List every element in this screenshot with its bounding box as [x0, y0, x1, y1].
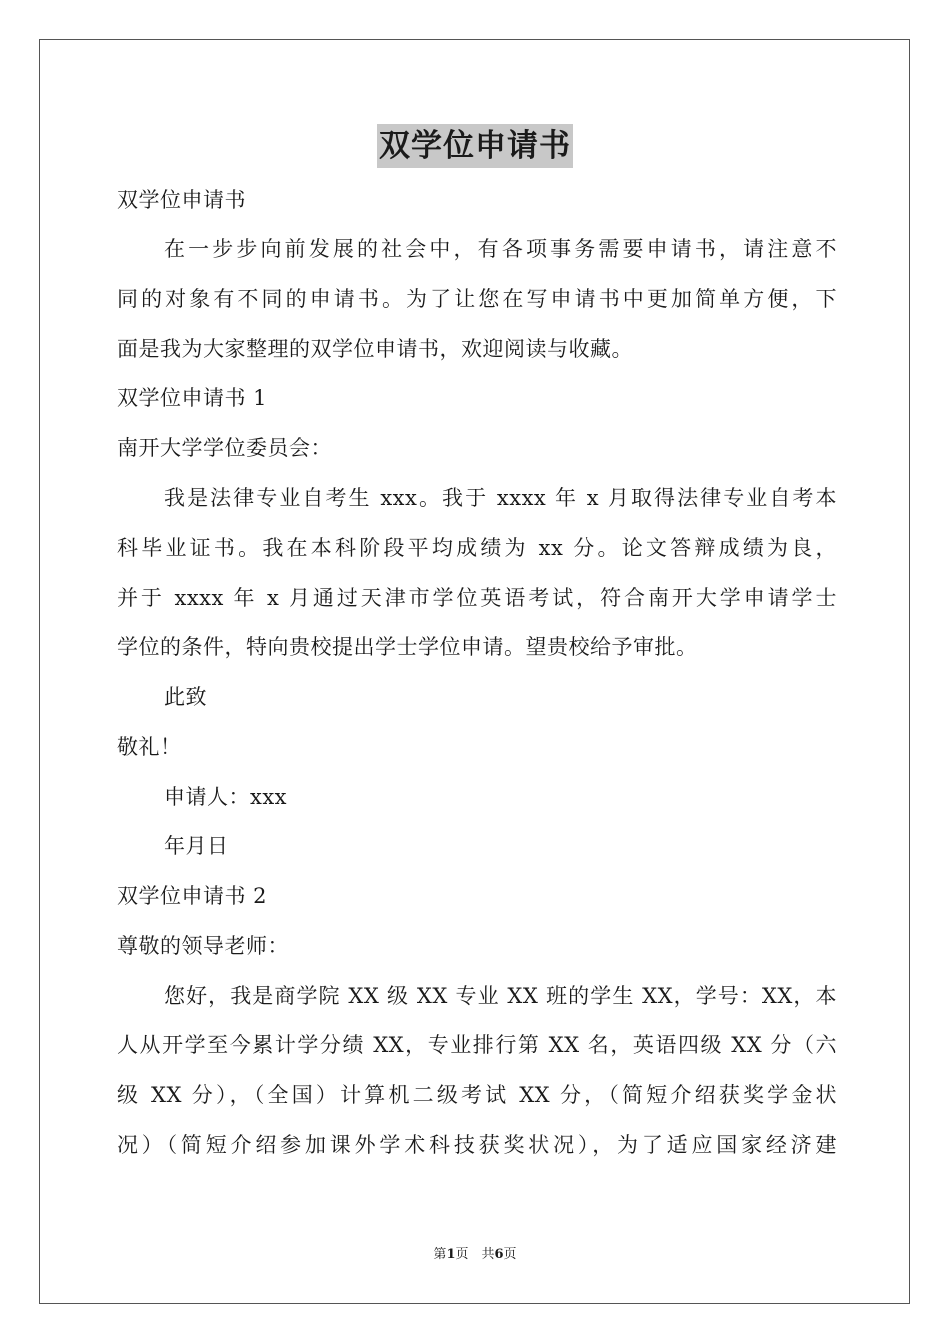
closing-line: 敬礼！: [117, 735, 182, 759]
section-heading-1: 双学位申请书 1: [117, 386, 268, 410]
footer-total-pages: 6: [494, 1247, 504, 1262]
paragraph-line: 您好，我是商学院 XX 级 XX 专业 XX 班的学生 XX，学号：XX，本: [164, 984, 837, 1008]
salutation-line: 尊敬的领导老师：: [117, 934, 289, 958]
paragraph-line: 级 XX 分），（全国）计算机二级考试 XX 分，（简短介绍获奖学金状: [117, 1083, 837, 1107]
footer-prefix: 第: [433, 1247, 447, 1262]
paragraph-line: 况）（简短介绍参加课外学术科技获奖状况），为了适应国家经济建: [117, 1133, 837, 1157]
date-line: 年月日: [164, 834, 229, 858]
document-title: 双学位申请书: [377, 124, 573, 168]
footer-suffix: 页: [503, 1247, 517, 1262]
footer-current-page: 1: [446, 1247, 456, 1262]
paragraph-line: 面是我为大家整理的双学位申请书，欢迎阅读与收藏。: [117, 337, 633, 361]
footer-middle: 页 共: [455, 1247, 495, 1262]
title-container: [0, 124, 950, 168]
page-border: [39, 39, 910, 1304]
paragraph-line: 我是法律专业自考生 xxx。我于 xxxx 年 x 月取得法律专业自考本: [164, 486, 837, 510]
paragraph-line: 并于 xxxx 年 x 月通过天津市学位英语考试，符合南开大学申请学士: [117, 586, 837, 610]
paragraph-line: 同的对象有不同的申请书。为了让您在写申请书中更加简单方便，下: [117, 287, 837, 311]
paragraph-line: 学位的条件，特向贵校提出学士学位申请。望贵校给予审批。: [117, 635, 698, 659]
page-footer: [0, 1246, 950, 1264]
closing-line: 此致: [164, 685, 207, 709]
paragraph-line: 在一步步向前发展的社会中，有各项事务需要申请书，请注意不: [164, 237, 837, 261]
salutation-line: 南开大学学位委员会：: [117, 436, 332, 460]
applicant-line: 申请人：xxx: [164, 785, 288, 809]
section-heading-2: 双学位申请书 2: [117, 884, 268, 908]
paragraph-line: 科毕业证书。我在本科阶段平均成绩为 xx 分。论文答辩成绩为良，: [117, 536, 837, 560]
paragraph-line: 人从开学至今累计学分绩 XX，专业排行第 XX 名，英语四级 XX 分（六: [117, 1033, 837, 1057]
paragraph-heading: 双学位申请书: [117, 188, 246, 212]
